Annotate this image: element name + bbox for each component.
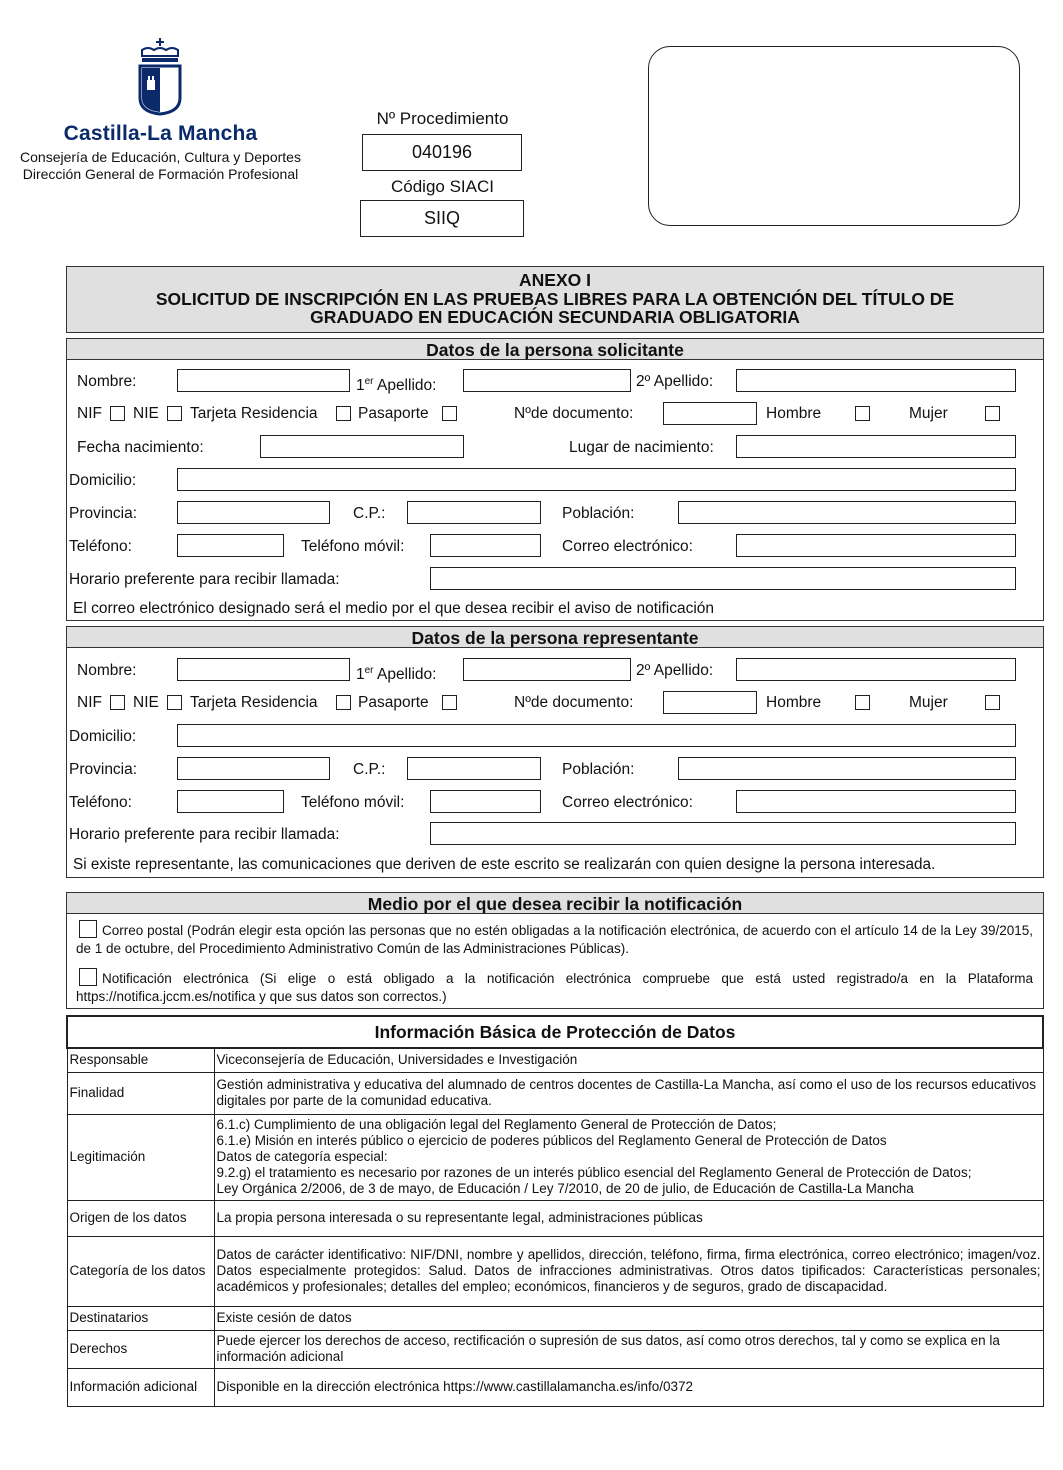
applicant-mobile-field[interactable] [430, 534, 541, 557]
rep-name-field[interactable] [177, 658, 350, 681]
data-protection-key: Responsable [67, 1048, 214, 1072]
rep-postcode-field[interactable] [407, 757, 541, 780]
data-protection-value: La propia persona interesada o su representante legal, administraciones públicas [214, 1200, 1043, 1236]
data-protection-row [67, 1114, 1043, 1200]
procedure-label: Nº Procedimiento [376, 109, 509, 128]
rep-town-label: Población: [562, 761, 635, 778]
procedure-number: 040196 [362, 134, 522, 171]
title-line-2: SOLICITUD DE INSCRIPCIÓN EN LAS PRUEBAS LIBRES PARA LA OBTENCIÓN DEL TÍTULO DE [155, 288, 955, 309]
rep-mobile-field[interactable] [430, 790, 541, 813]
siaci-code: SIIQ [360, 200, 524, 237]
applicant-female-checkbox[interactable] [985, 406, 1000, 421]
rep-residence-card-checkbox[interactable] [336, 695, 351, 710]
rep-female-label: Mujer [909, 694, 948, 711]
applicant-name-label: Nombre: [77, 373, 137, 390]
castilla-la-mancha-logo-icon [136, 36, 184, 116]
rep-phone-field[interactable] [177, 790, 284, 813]
rep-passport-checkbox[interactable] [442, 695, 457, 710]
applicant-province-label: Provincia: [69, 505, 138, 522]
applicant-surname2-field[interactable] [736, 369, 1016, 392]
applicant-nie-label: NIE [133, 405, 159, 422]
rep-mobile-label: Teléfono móvil: [301, 794, 405, 811]
applicant-heading: Datos de la persona solicitante [66, 338, 1044, 360]
applicant-birthplace-label: Lugar de nacimiento: [569, 439, 714, 456]
rep-email-field[interactable] [736, 790, 1016, 813]
applicant-address-field[interactable] [177, 468, 1016, 491]
rep-name-label: Nombre: [77, 662, 137, 679]
rep-phone-label: Teléfono: [69, 794, 132, 811]
rep-town-field[interactable] [678, 757, 1016, 780]
representative-note: Si existe representante, las comunicaciones que deriven de este escrito se realizarán con quien designe la persona interesada. [73, 856, 936, 873]
applicant-call-time-label: Horario preferente para recibir llamada: [69, 571, 340, 588]
title-line-3: GRADUADO EN EDUCACIÓN SECUNDARIA OBLIGATORIA [310, 307, 800, 327]
rep-call-time-label: Horario preferente para recibir llamada: [69, 826, 340, 843]
notification-heading: Medio por el que desea recibir la notificación [66, 892, 1044, 914]
data-protection-key: Legitimación [67, 1114, 214, 1200]
data-protection-row [67, 1236, 1043, 1306]
applicant-name-field[interactable] [177, 369, 350, 392]
data-protection-key: Origen de los datos [67, 1200, 214, 1236]
rep-residence-card-label: Tarjeta Residencia [190, 694, 318, 711]
data-protection-value: Existe cesión de datos [214, 1306, 1043, 1330]
siaci-label: Código SIACI [391, 177, 494, 196]
applicant-surname2-label: 2º Apellido: [636, 373, 714, 390]
applicant-birthplace-field[interactable] [736, 435, 1016, 458]
rep-docnum-label: Nºde documento: [514, 694, 634, 711]
rep-docnum-field[interactable] [663, 691, 757, 714]
applicant-email-field[interactable] [736, 534, 1016, 557]
rep-address-label: Domicilio: [69, 728, 137, 745]
data-protection-table [66, 1015, 1044, 1407]
rep-province-field[interactable] [177, 757, 330, 780]
data-protection-heading: Información Básica de Protección de Datos [67, 1016, 1043, 1048]
applicant-call-time-field[interactable] [430, 567, 1016, 590]
data-protection-row [67, 1072, 1043, 1114]
rep-call-time-field[interactable] [430, 822, 1016, 845]
representative-heading: Datos de la persona representante [66, 626, 1044, 648]
data-protection-key: Información adicional [67, 1368, 214, 1406]
rep-nie-checkbox[interactable] [167, 695, 182, 710]
applicant-town-label: Población: [562, 505, 635, 522]
rep-nie-label: NIE [133, 694, 159, 711]
org-line-2: Dirección General de Formación Profesional [22, 166, 299, 182]
applicant-town-field[interactable] [678, 501, 1016, 524]
data-protection-key: Destinatarios [67, 1306, 214, 1330]
data-protection-value: Datos de carácter identificativo: NIF/DNI, nombre y apellidos, dirección, teléfono, firma, firma electrónica, correo electrónico; imagen/voz. Datos especialmente protegidos: Salud. Datos de infracciones administrativas. Otros datos tipificados: Características personales; académicos y profesionales; detalles del empleo; económicos, financieros y de seguros, grado de discapacidad. [214, 1236, 1043, 1306]
applicant-birthdate-label: Fecha nacimiento: [77, 439, 204, 456]
applicant-passport-checkbox[interactable] [442, 406, 457, 421]
data-protection-row [67, 1048, 1043, 1072]
data-protection-row [67, 1200, 1043, 1236]
data-protection-row [67, 1368, 1043, 1406]
org-name: Castilla-La Mancha [63, 122, 258, 145]
applicant-docnum-field[interactable] [663, 402, 757, 425]
applicant-passport-label: Pasaporte [358, 405, 429, 422]
data-protection-value: Puede ejercer los derechos de acceso, rectificación o supresión de sus datos, así como otros derechos, tal y como se explica en la información adicional [214, 1330, 1043, 1368]
rep-surname2-label: 2º Apellido: [636, 662, 714, 679]
applicant-address-label: Domicilio: [69, 472, 137, 489]
data-protection-value: Gestión administrativa y educativa del alumnado de centros docentes de Castilla-La Mancha, así como el uso de los recursos educativos digitales por parte de la comunidad educativa. [214, 1072, 1043, 1114]
rep-surname1-label: 1er Apellido: [356, 665, 437, 684]
applicant-nif-checkbox[interactable] [110, 406, 125, 421]
data-protection-value: 6.1.c) Cumplimiento de una obligación legal del Reglamento General de Protección de Datos; 6.1.e) Misión en interés público o ejercicio de poderes públicos del Reglamento General de Protección de Datos Datos de categoría especial: 9.2.g) el tratamiento es necesario por razones de un interés público esencial del Reglamento General de Protección de Datos; Ley Orgánica 2/2006, de 3 de mayo, de Educación / Ley 7/2010, de 20 de julio, de Educación de Castilla-La Mancha [214, 1114, 1043, 1200]
rep-surname1-field[interactable] [463, 658, 631, 681]
applicant-note: El correo electrónico designado será el medio por el que desea recibir el aviso de notificación [73, 600, 715, 617]
applicant-birthdate-field[interactable] [260, 435, 464, 458]
data-protection-key: Derechos [67, 1330, 214, 1368]
applicant-province-field[interactable] [177, 501, 330, 524]
electronic-notification-option-text: Notificación electrónica (Si elige o está obligado a la notificación electrónica compruebe que está usted registrado/a en la Plataforma https://notifica.jccm.es/notifica y que sus datos son correctos.) [76, 971, 1033, 1004]
data-protection-row [67, 1330, 1043, 1368]
applicant-phone-label: Teléfono: [69, 538, 132, 555]
rep-postcode-label: C.P.: [353, 761, 386, 778]
annex-label: ANEXO I [519, 270, 591, 290]
applicant-postcode-label: C.P.: [353, 505, 386, 522]
rep-surname2-field[interactable] [736, 658, 1016, 681]
rep-nif-label: NIF [77, 694, 102, 711]
applicant-residence-card-checkbox[interactable] [336, 406, 351, 421]
postal-mail-option-text: Correo postal (Podrán elegir esta opción las personas que no estén obligadas a la notificación electrónica, de acuerdo con el artículo 14 de la Ley 39/2015, de 1 de octubre, del Procedimiento Administrativo Común de las Administraciones Públicas). [76, 923, 1033, 956]
applicant-surname1-field[interactable] [463, 369, 631, 392]
data-protection-value: Disponible en la dirección electrónica https://www.castillalamancha.es/info/0372 [214, 1368, 1043, 1406]
applicant-mobile-label: Teléfono móvil: [301, 538, 405, 555]
data-protection-key: Categoría de los datos [67, 1236, 214, 1306]
applicant-phone-field[interactable] [177, 534, 284, 557]
data-protection-row [67, 1306, 1043, 1330]
rep-nif-checkbox[interactable] [110, 695, 125, 710]
form-title [66, 266, 1044, 333]
rep-passport-label: Pasaporte [358, 694, 429, 711]
applicant-email-label: Correo electrónico: [562, 538, 693, 555]
data-protection-key: Finalidad [67, 1072, 214, 1114]
rep-address-field[interactable] [177, 724, 1016, 747]
data-protection-value: Viceconsejería de Educación, Universidades e Investigación [214, 1048, 1043, 1072]
applicant-docnum-label: Nºde documento: [514, 405, 634, 422]
rep-email-label: Correo electrónico: [562, 794, 693, 811]
applicant-nif-label: NIF [77, 405, 102, 422]
org-line-1: Consejería de Educación, Cultura y Deportes [20, 149, 301, 165]
applicant-nie-checkbox[interactable] [167, 406, 182, 421]
rep-province-label: Provincia: [69, 761, 138, 778]
rep-male-checkbox[interactable] [855, 695, 870, 710]
applicant-male-checkbox[interactable] [855, 406, 870, 421]
rep-female-checkbox[interactable] [985, 695, 1000, 710]
applicant-residence-card-label: Tarjeta Residencia [190, 405, 318, 422]
applicant-female-label: Mujer [909, 405, 948, 422]
rep-male-label: Hombre [766, 694, 822, 711]
applicant-male-label: Hombre [766, 405, 822, 422]
applicant-surname1-label: 1er Apellido: [356, 376, 437, 395]
applicant-postcode-field[interactable] [407, 501, 541, 524]
registry-stamp-box [648, 46, 1020, 226]
